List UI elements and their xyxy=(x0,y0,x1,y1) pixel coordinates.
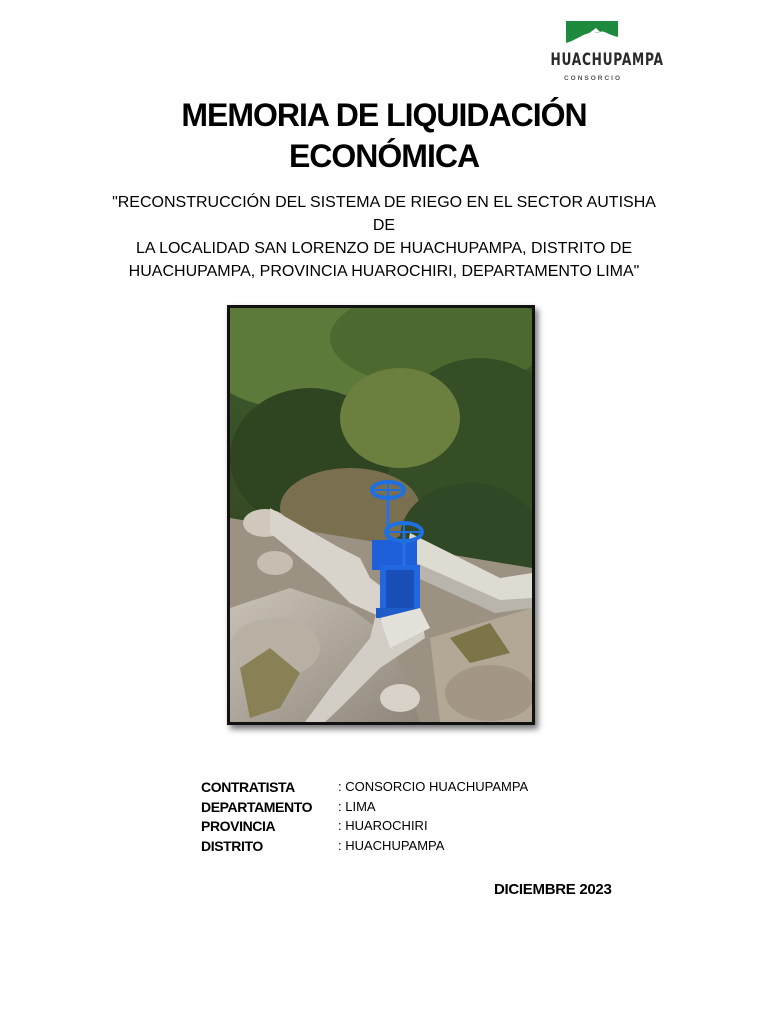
info-value: : HUAROCHIRI xyxy=(338,818,428,833)
info-label: CONTRATISTA xyxy=(201,779,295,795)
info-label: DISTRITO xyxy=(201,837,263,854)
info-value: : LIMA xyxy=(338,798,376,814)
info-label: DEPARTAMENTO xyxy=(201,798,313,815)
project-description-line-2: LA LOCALIDAD SAN LORENZO DE HUACHUPAMPA, DISTRITO DE xyxy=(135,240,633,257)
title-line-1: MEMORIA DE LIQUIDACIÓN xyxy=(181,97,587,133)
company-logo xyxy=(534,18,664,86)
title-line-2: ECONÓMICA xyxy=(288,138,480,174)
logo-mountain-icon xyxy=(566,21,618,48)
info-value: : CONSORCIO HUACHUPAMPA xyxy=(338,779,529,794)
project-description-line-1: "RECONSTRUCCIÓN DEL SISTEMA DE RIEGO EN EL SECTOR AUTISHA DE xyxy=(112,194,656,234)
cover-photo xyxy=(227,305,535,725)
project-description xyxy=(100,191,668,283)
document-title xyxy=(0,95,768,177)
document-date: DICIEMBRE 2023 xyxy=(494,881,612,898)
info-value: : HUACHUPAMPA xyxy=(338,837,445,853)
project-description-line-3: HUACHUPAMPA, PROVINCIA HUAROCHIRI, DEPARTAMENTO LIMA" xyxy=(128,263,640,280)
info-label: PROVINCIA xyxy=(201,818,276,834)
logo-subtitle: CONSORCIO xyxy=(563,75,623,82)
irrigation-gate-photo xyxy=(230,308,532,722)
logo-name: HUACHUPAMPA xyxy=(550,50,664,70)
